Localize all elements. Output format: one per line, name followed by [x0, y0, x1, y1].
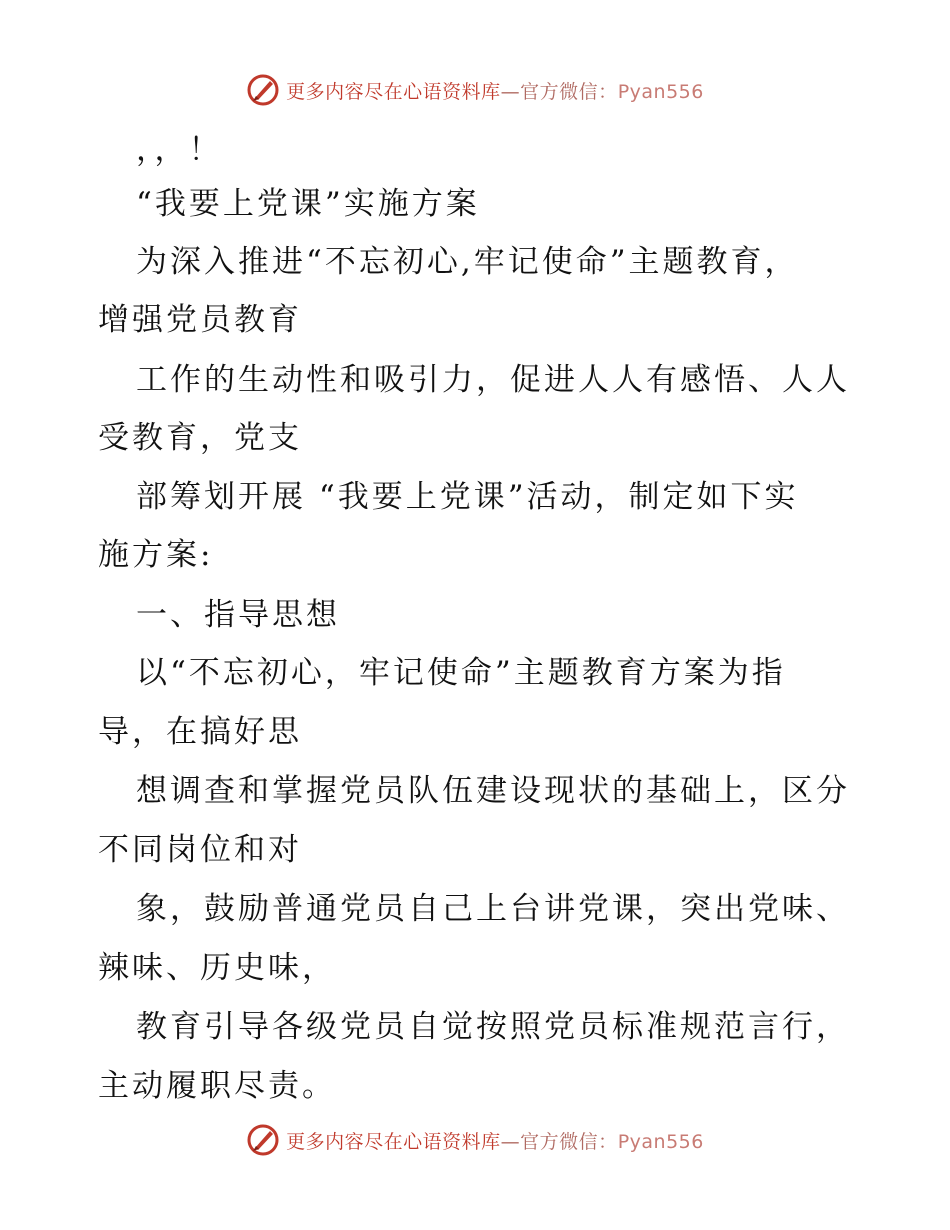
- quill-logo-icon: [246, 73, 280, 107]
- doc-line: 象，鼓励普通党员自己上台讲党课，突出党味、: [136, 891, 850, 927]
- doc-line: 施方案:: [98, 537, 214, 573]
- banner-dash: —: [500, 80, 521, 103]
- banner-wechat-label: 官方微信：: [520, 1130, 618, 1153]
- banner-wechat-label: 官方微信：: [520, 80, 618, 103]
- section-heading: 一、指导思想: [136, 597, 340, 633]
- doc-line: 部筹划开展 “我要上党课”活动，制定如下实: [136, 479, 799, 515]
- banner-wechat-id: Pyan556: [617, 80, 704, 103]
- doc-line: 增强党员教育: [98, 302, 302, 338]
- doc-line: 工作的生动性和吸引力，促进人人有感悟、人人: [136, 362, 850, 398]
- banner-main-text: 更多内容尽在心语资料库: [286, 1130, 501, 1153]
- doc-line: 辣味、历史味，: [98, 950, 336, 986]
- doc-line: 受教育，党支: [98, 420, 302, 456]
- banner-dash: —: [500, 1130, 521, 1153]
- banner-text: [286, 1127, 704, 1154]
- doc-line: 不同岗位和对: [98, 832, 302, 868]
- banner-main-text: 更多内容尽在心语资料库: [286, 80, 501, 103]
- doc-line: 主动履职尽责。: [98, 1068, 336, 1104]
- doc-line: 以“不忘初心，牢记使命”主题教育方案为指: [136, 655, 786, 691]
- doc-line: 导，在搞好思: [98, 714, 302, 750]
- doc-line: 为深入推进“不忘初心,牢记使命”主题教育，: [136, 244, 799, 280]
- footer-banner: [0, 1120, 950, 1160]
- doc-line: ，，！: [136, 132, 223, 168]
- doc-line: 教育引导各级党员自觉按照党员标准规范言行，: [136, 1009, 850, 1045]
- doc-title: “我要上党课”实施方案: [136, 186, 480, 222]
- header-banner: [0, 70, 950, 110]
- banner-wechat-id: Pyan556: [617, 1130, 704, 1153]
- banner-text: [286, 77, 704, 104]
- doc-line: 想调查和掌握党员队伍建设现状的基础上，区分: [136, 773, 850, 809]
- quill-logo-icon: [246, 1123, 280, 1157]
